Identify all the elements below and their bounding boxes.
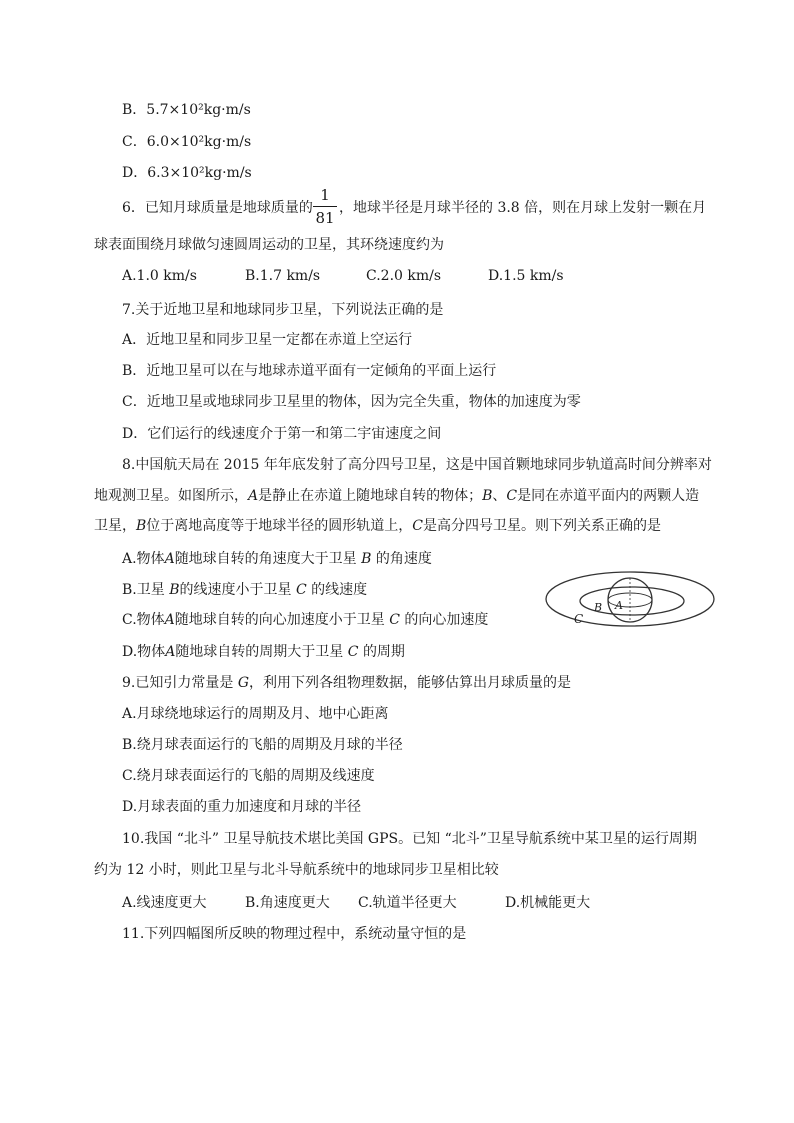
orbit-diagram xyxy=(544,566,716,632)
q10-option-a: A.线速度更大 xyxy=(122,895,207,911)
q8-option-d: D.物体A随地球自转的周期大于卫星 C 的周期 xyxy=(122,644,405,660)
label-b: B xyxy=(594,601,603,614)
q6-option-d: D.1.5 km/s xyxy=(488,268,564,284)
fraction-numerator: 1 xyxy=(320,186,330,204)
q8-stem-line1: 8.中国航天局在 2015 年年底发射了高分四号卫星，这是中国首颗地球同步轨道高时间分辨率对 xyxy=(122,457,712,473)
q8-option-a: A.物体A随地球自转的角速度大于卫星 B 的角速度 xyxy=(122,551,432,567)
q10-option-d: D.机械能更大 xyxy=(505,895,591,911)
q5-option-c: C．6.0×10²kg·m/s xyxy=(122,134,252,150)
q9-option-d: D.月球表面的重力加速度和月球的半径 xyxy=(122,799,362,815)
label-a: A xyxy=(615,599,623,612)
q10-stem-line1: 10.我国 “北斗” 卫星导航技术堪比美国 GPS。已知 “北斗”卫星导航系统中某卫星的运行周期 xyxy=(122,831,697,847)
q7-option-d: D．它们运行的线速度介于第一和第二宇宙速度之间 xyxy=(122,426,442,442)
q8-option-c: C.物体A随地球自转的向心加速度小于卫星 C 的向心加速度 xyxy=(122,612,489,628)
q6-stem-post: ，地球半径是月球半径的 3.8 倍，则在月球上发射一颗在月 xyxy=(339,200,707,216)
q8-stem-line2: 地观测卫星。如图所示，A是静止在赤道上随地球自转的物体；B、C是同在赤道平面内的两颗人造 xyxy=(94,488,700,504)
q10-option-c: C.轨道半径更大 xyxy=(358,895,457,911)
q6-option-a: A.1.0 km/s xyxy=(122,268,197,284)
q10-stem-line2: 约为 12 小时，则此卫星与北斗导航系统中的地球同步卫星相比较 xyxy=(94,862,499,878)
label-c: C xyxy=(574,612,584,626)
fraction-bar xyxy=(313,206,337,207)
q6-stem-line2: 球表面围绕月球做匀速圆周运动的卫星，其环绕速度约为 xyxy=(94,237,444,253)
q8-stem-line3: 卫星，B位于离地高度等于地球半径的圆形轨道上，C是高分四号卫星。则下列关系正确的是 xyxy=(94,518,662,534)
q6-fraction xyxy=(313,186,337,227)
q11-stem: 11.下列四幅图所反映的物理过程中，系统动量守恒的是 xyxy=(122,926,467,942)
q9-option-c: C.绕月球表面运行的飞船的周期及线速度 xyxy=(122,768,375,784)
fraction-denominator: 81 xyxy=(315,209,335,227)
q7-option-a: A．近地卫星和同步卫星一定都在赤道上空运行 xyxy=(122,332,413,348)
q5-option-b: B．5.7×10²kg·m/s xyxy=(122,102,251,118)
q9-option-a: A.月球绕地球运行的周期及月、地中心距离 xyxy=(122,706,389,722)
q7-option-b: B．近地卫星可以在与地球赤道平面有一定倾角的平面上运行 xyxy=(122,363,497,379)
q8-option-b: B.卫星 B的线速度小于卫星 C 的线速度 xyxy=(122,582,368,598)
q6-option-c: C.2.0 km/s xyxy=(366,268,442,284)
q9-option-b: B.绕月球表面运行的飞船的周期及月球的半径 xyxy=(122,737,403,753)
q6-option-b: B.1.7 km/s xyxy=(245,268,321,284)
q7-stem: 7.关于近地卫星和地球同步卫星，下列说法正确的是 xyxy=(122,302,444,318)
q5-option-d: D．6.3×10²kg·m/s xyxy=(122,165,252,181)
q7-option-c: C．近地卫星或地球同步卫星里的物体，因为完全失重，物体的加速度为零 xyxy=(122,394,581,410)
q9-stem: 9.已知引力常量是 G，利用下列各组物理数据，能够估算出月球质量的是 xyxy=(122,675,571,691)
q6-stem-pre: 6．已知月球质量是地球质量的 xyxy=(122,200,313,216)
q10-option-b: B.角速度更大 xyxy=(245,895,330,911)
